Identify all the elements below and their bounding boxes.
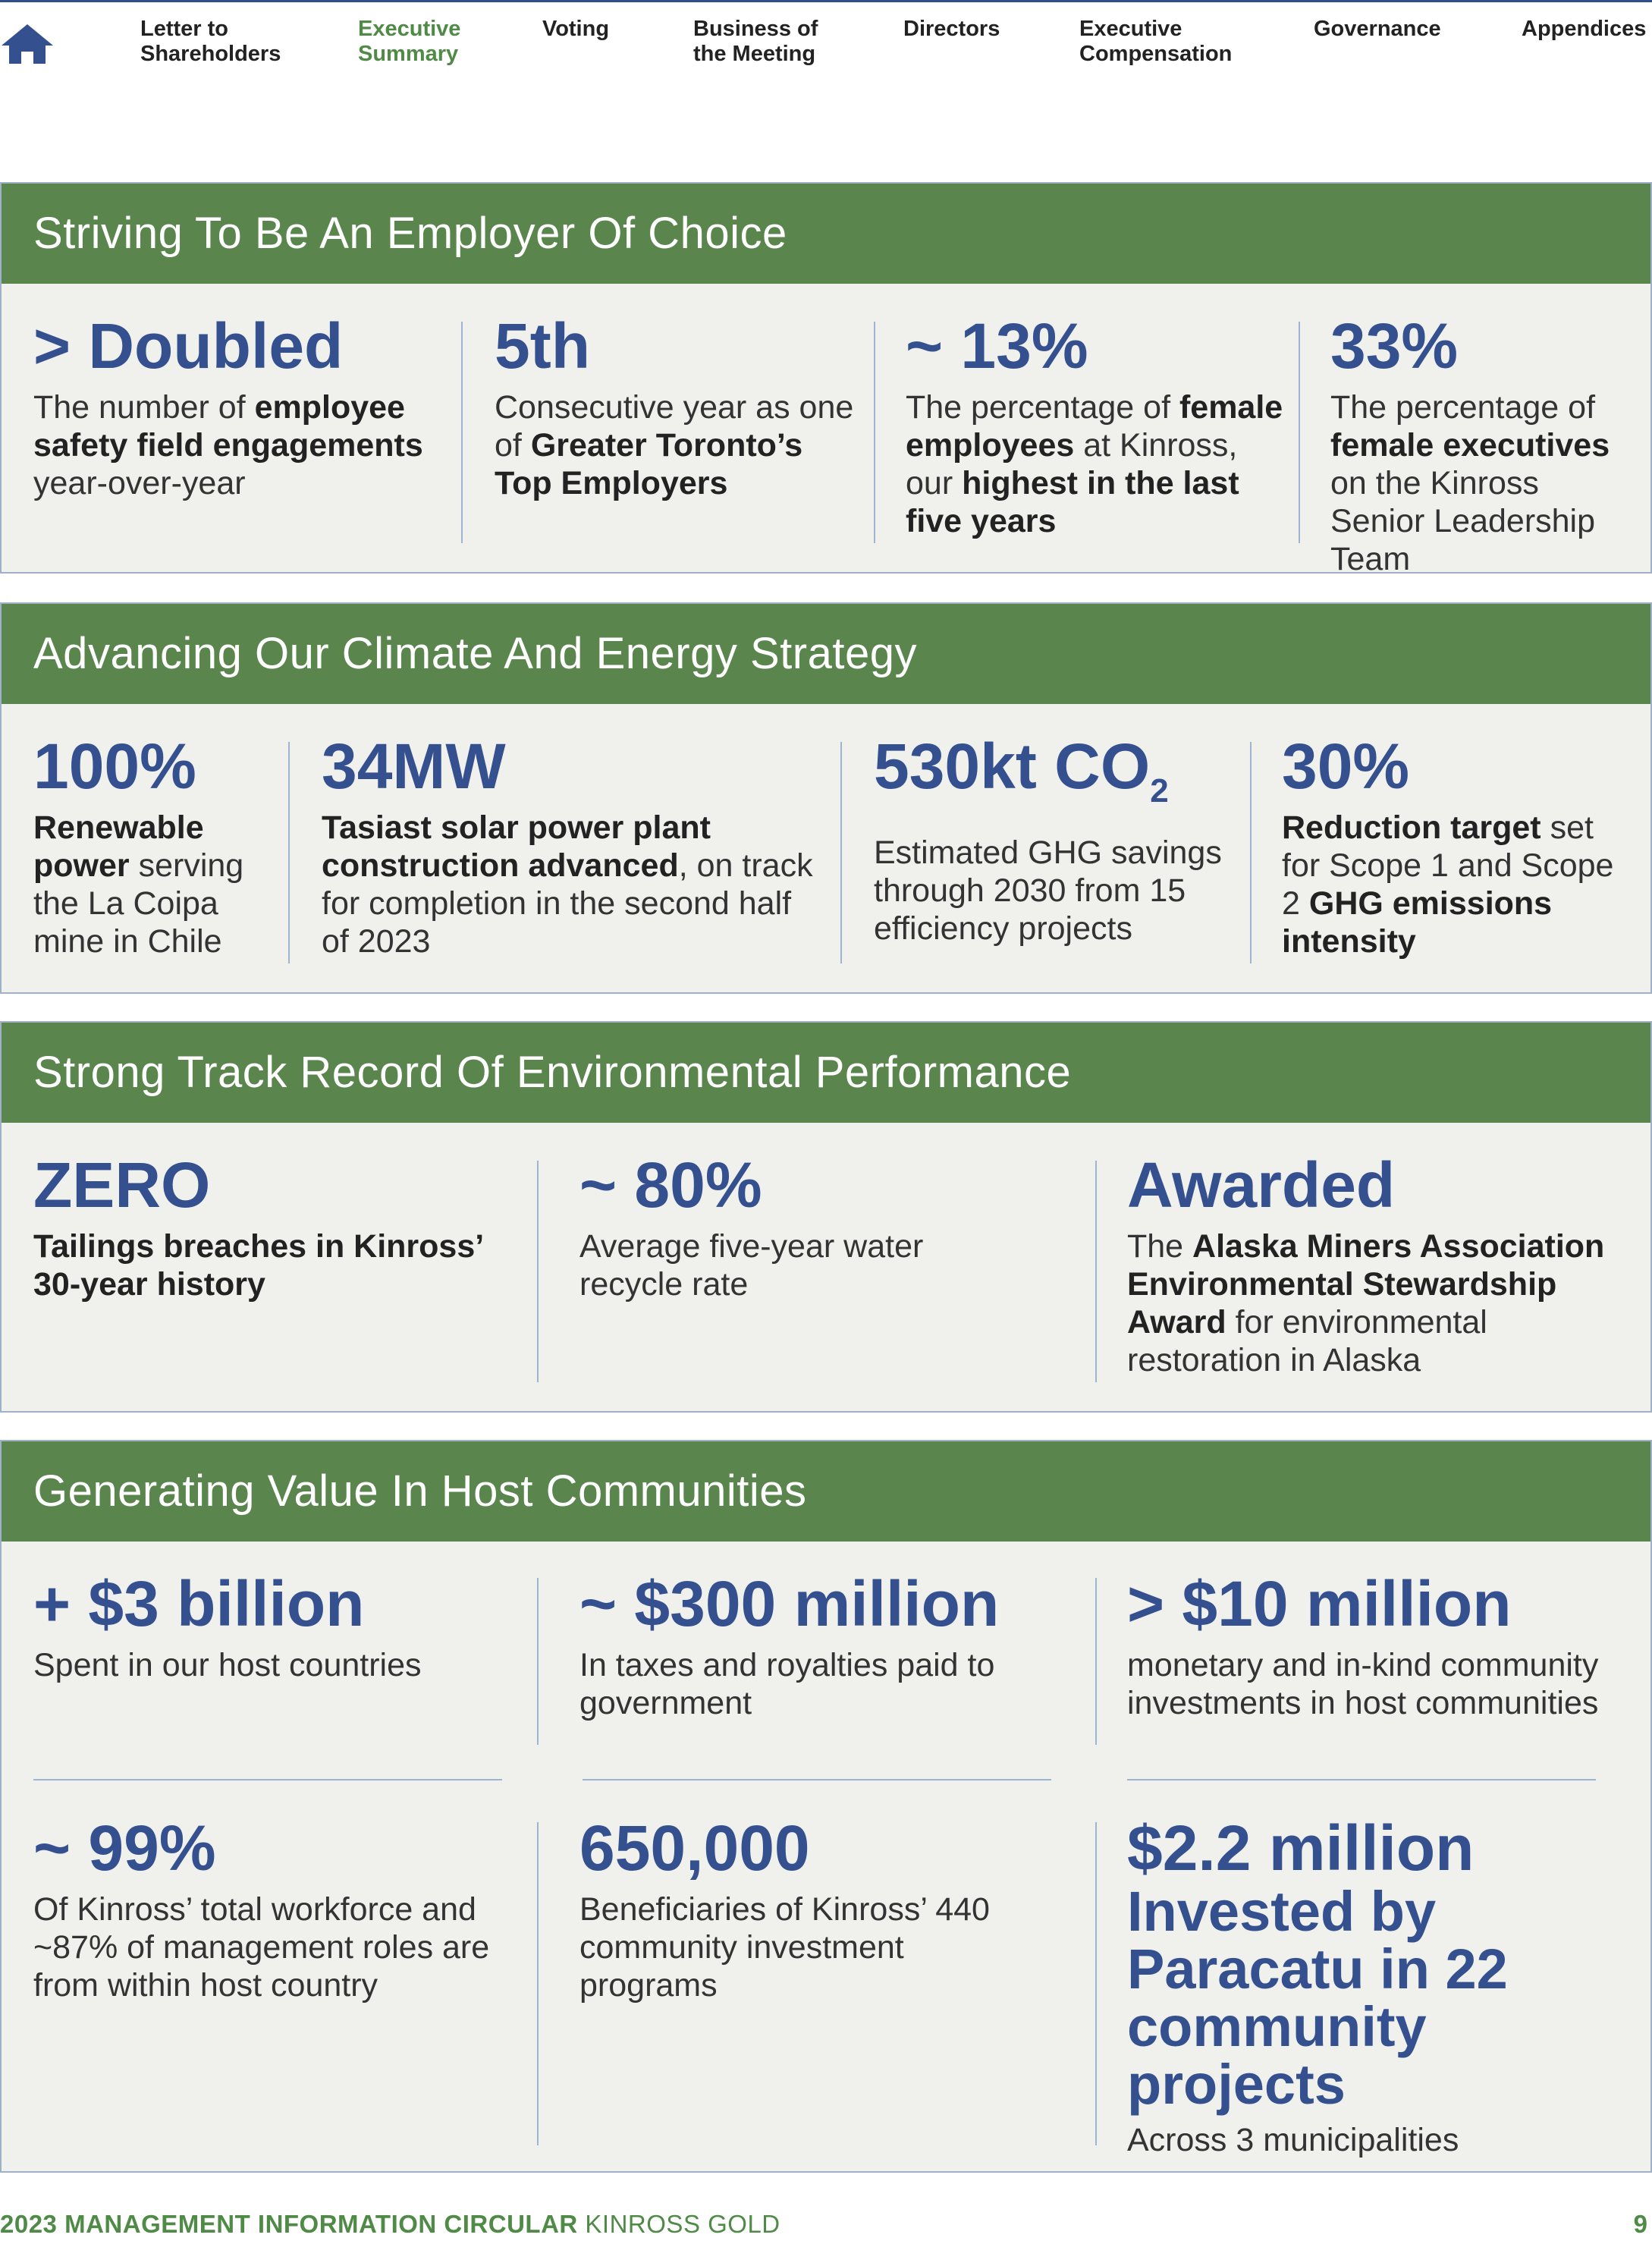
divider: [874, 322, 875, 543]
divider: [537, 1822, 539, 2145]
stat-value: ~ $300 million: [579, 1568, 1000, 1639]
stat-value: ~ 80%: [579, 1149, 762, 1221]
nav-executive-compensation[interactable]: Executive Compensation: [1079, 17, 1233, 66]
divider: [1095, 1578, 1097, 1745]
nav-governance[interactable]: Governance: [1314, 17, 1441, 41]
nav-letter-to-shareholders[interactable]: Letter to Shareholders: [140, 17, 281, 66]
stat-description: monetary and in-kind community investments in host communities: [1127, 1647, 1599, 1721]
stat-description: The percentage of female employees at Kinross, our highest in the last five years: [906, 389, 1283, 539]
stat-solar-plant: [322, 731, 822, 960]
stat-description: Average five-year water recycle rate: [579, 1228, 924, 1303]
stat-description: The number of employee safety field engagements year-over-year: [33, 389, 423, 501]
stat-female-employees: [906, 311, 1285, 540]
stat-paracatu-investment: [1127, 1813, 1643, 2159]
stat-reduction-target: [1282, 731, 1638, 960]
stat-taxes-royalties: [579, 1569, 1050, 1722]
stat-value: > $10 million: [1127, 1568, 1512, 1639]
stat-female-executives: [1330, 311, 1641, 578]
stat-value: ZERO: [33, 1149, 211, 1221]
stat-description: Across 3 municipalities: [1127, 2122, 1459, 2158]
nav-executive-summary[interactable]: Executive Summary: [358, 17, 461, 66]
stat-description: Beneficiaries of Kinross’ 440 community investment programs: [579, 1891, 990, 2004]
stat-ghg-savings: [874, 731, 1253, 948]
stat-tailings-breaches: [33, 1150, 519, 1303]
environmental-performance-section: [0, 1021, 1652, 1413]
section-title: Generating Value In Host Communities: [2, 1441, 1650, 1542]
divider: [1127, 1779, 1596, 1780]
stat-value: 5th: [495, 310, 590, 382]
stat-description: Consecutive year as one of Greater Toronto’s Top Employers: [495, 389, 854, 501]
top-navigation: [0, 0, 1652, 83]
divider: [288, 742, 290, 963]
stat-value: > Doubled: [33, 310, 344, 382]
stat-value: ~ 13%: [906, 310, 1088, 382]
host-communities-section: [0, 1440, 1652, 2173]
stat-description: The Alaska Miners Association Environmental Stewardship Award for environmental restoration in Alaska: [1127, 1228, 1605, 1378]
nav-appendices[interactable]: Appendices: [1522, 17, 1647, 41]
section-title: Striving To Be An Employer Of Choice: [2, 184, 1650, 284]
page-number: 9: [1633, 2210, 1647, 2238]
stat-description: Tasiast solar power plant construction advanced, on track for completion in the second half of 2023: [322, 809, 813, 960]
nav-directors[interactable]: Directors: [903, 17, 1000, 41]
stat-value: 33%: [1330, 310, 1459, 382]
stat-value: 100%: [33, 731, 196, 802]
stat-description: Renewable power serving the La Coipa mine in Chile: [33, 809, 244, 960]
stat-headline: Invested by Paracatu in 22 community projects: [1127, 1880, 1508, 2116]
stat-award: [1127, 1150, 1628, 1379]
divider: [33, 1779, 502, 1780]
stat-description: Spent in our host countries: [33, 1647, 422, 1683]
stat-value: $2.2 million: [1127, 1812, 1475, 1884]
stat-value: 30%: [1282, 731, 1410, 802]
stat-host-countries-spend: [33, 1569, 519, 1684]
divider: [583, 1779, 1051, 1780]
stat-value: 650,000: [579, 1812, 810, 1884]
divider: [1095, 1822, 1097, 2145]
divider: [1250, 742, 1252, 963]
stat-community-investments: [1127, 1569, 1628, 1722]
stat-description: In taxes and royalties paid to government: [579, 1647, 995, 1721]
stat-water-recycle: [579, 1150, 1035, 1303]
stat-beneficiaries: [579, 1813, 1050, 2004]
stat-value: Awarded: [1127, 1149, 1396, 1221]
divider: [537, 1578, 539, 1745]
divider: [1095, 1161, 1097, 1382]
divider: [461, 322, 463, 543]
stat-workforce-local: [33, 1813, 519, 2004]
divider: [840, 742, 842, 963]
climate-energy-section: [0, 602, 1652, 994]
stat-safety-engagements: [33, 311, 443, 502]
nav-voting[interactable]: Voting: [542, 17, 610, 41]
stat-description: Estimated GHG savings through 2030 from 15 efficiency projects: [874, 834, 1222, 947]
stat-value: 34MW: [322, 731, 506, 802]
home-icon[interactable]: [0, 21, 55, 67]
employer-of-choice-section: [0, 182, 1652, 577]
nav-business-of-the-meeting[interactable]: Business of the Meeting: [693, 17, 818, 66]
stat-renewable-power: [33, 731, 276, 960]
stat-description: Of Kinross’ total workforce and ~87% of management roles are from within host country: [33, 1891, 490, 2004]
divider: [537, 1161, 539, 1382]
stat-value: 530kt $CO_2$: [874, 731, 1169, 809]
section-title: Strong Track Record Of Environmental Performance: [2, 1023, 1650, 1123]
footer-document-title: 2023 MANAGEMENT INFORMATION CIRCULAR KINROSS GOLD: [0, 2210, 780, 2238]
divider: [1299, 322, 1300, 543]
stat-description: Reduction target set for Scope 1 and Scope 2 GHG emissions intensity: [1282, 809, 1614, 960]
section-title: Advancing Our Climate And Energy Strategy: [2, 604, 1650, 704]
stat-top-employers: [495, 311, 866, 502]
stat-description: Tailings breaches in Kinross’ 30-year history: [33, 1228, 482, 1303]
stat-description: The percentage of female executives on the Kinross Senior Leadership Team: [1330, 389, 1610, 577]
stat-value: + $3 billion: [33, 1568, 365, 1639]
stat-value: ~ 99%: [33, 1812, 216, 1884]
